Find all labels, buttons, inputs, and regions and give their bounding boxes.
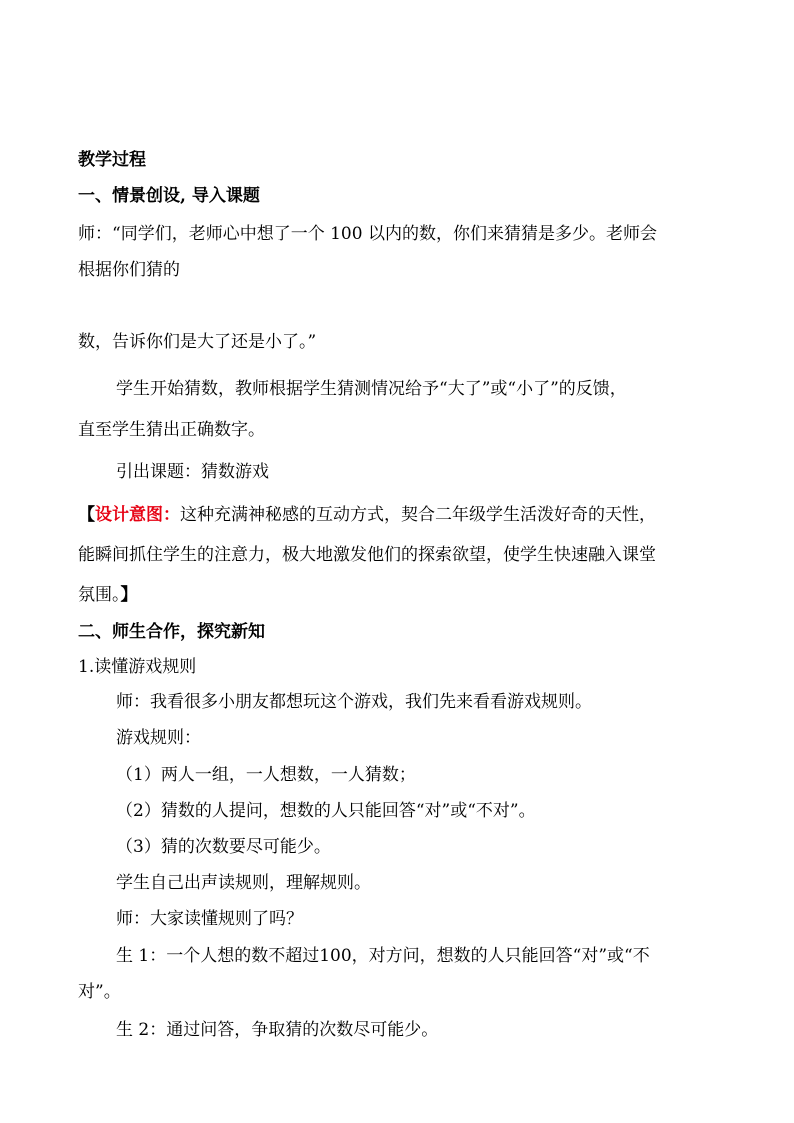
section-1-title: 一、情景创设, 导入课题 bbox=[78, 186, 260, 206]
heading-teaching-process: 教学过程 bbox=[78, 150, 146, 170]
design-intent-line-2: 能瞬间抓住学生的注意力，极大地激发他们的探索欲望，使学生快速融入课堂 bbox=[78, 545, 656, 565]
teacher-line-3: 数，告诉你们是大了还是小了。” bbox=[78, 332, 317, 352]
subsection-1-title: 1.读懂游戏规则 bbox=[78, 657, 197, 677]
rule-item: （3）猜的次数要尽可能少。 bbox=[116, 837, 331, 857]
teacher-question: 师：大家读懂规则了吗？ bbox=[116, 909, 303, 929]
design-intent-text-3: 氛围。 bbox=[78, 585, 121, 605]
student-1-line-2: 对”。 bbox=[78, 982, 121, 1002]
students-paragraph-line-2: 直至学生猜出正确数字。 bbox=[78, 420, 265, 440]
design-intent-line-3 bbox=[78, 583, 138, 607]
teacher-rules-intro: 师：我看很多小朋友都想玩这个游戏，我们先来看看游戏规则。 bbox=[116, 692, 592, 712]
rule-item: （1）两人一组，一人想数，一人猜数； bbox=[116, 765, 416, 785]
rules-label: 游戏规则： bbox=[116, 728, 201, 748]
design-intent-label: 设计意图： bbox=[95, 505, 180, 525]
section-2-title: 二、师生合作，探究新知 bbox=[78, 622, 265, 642]
design-close-bracket: 】 bbox=[120, 585, 138, 605]
design-open-bracket: 【 bbox=[78, 505, 95, 525]
students-read-rules: 学生自己出声读规则，理解规则。 bbox=[116, 873, 371, 893]
student-2-line: 生 2：通过问答，争取猜的次数尽可能少。 bbox=[116, 1020, 439, 1040]
design-intent-line-1 bbox=[78, 503, 656, 527]
rule-item: （2）猜数的人提问，想数的人只能回答“对”或“不对”。 bbox=[116, 801, 536, 821]
teacher-line-2: 根据你们猜的 bbox=[78, 260, 180, 280]
teacher-line-1: 师：“同学们，老师心中想了一个 100 以内的数，你们来猜猜是多少。老师会 bbox=[78, 224, 657, 244]
students-paragraph-line-1: 学生开始猜数，教师根据学生猜测情况给予“大了”或“小了”的反馈， bbox=[116, 379, 627, 399]
lead-topic: 引出课题：猜数游戏 bbox=[116, 462, 269, 482]
design-intent-text-1: 这种充满神秘感的互动方式，契合二年级学生活泼好奇的天性， bbox=[180, 505, 656, 525]
student-1-line-1: 生 1：一个人想的数不超过100，对方问，想数的人只能回答“对”或“不 bbox=[116, 946, 650, 966]
